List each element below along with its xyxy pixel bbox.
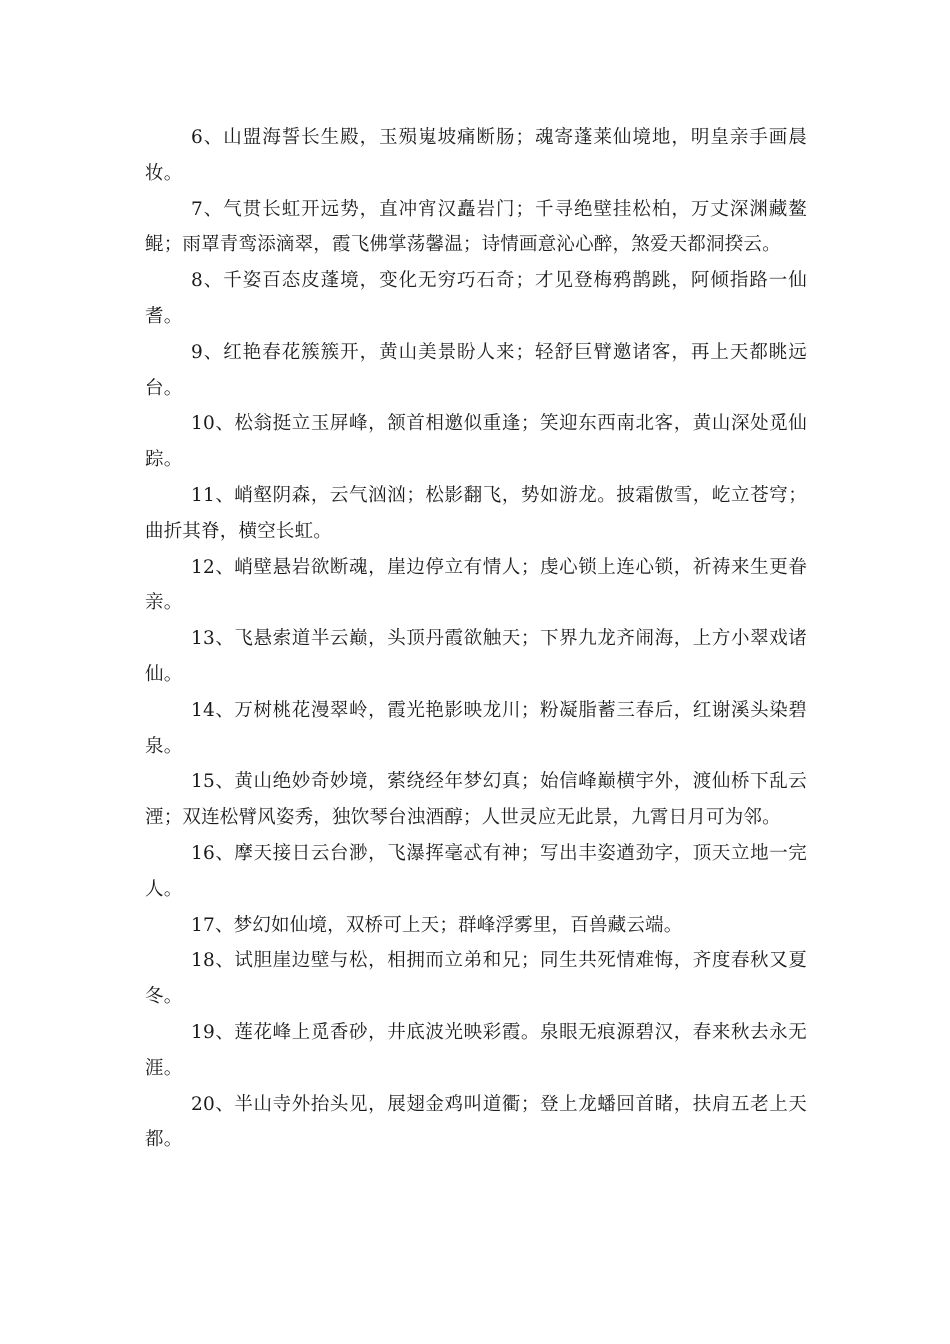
poem-paragraph-17: 17、梦幻如仙境，双桥可上天；群峰浮雾里，百兽藏云端。 [191,914,683,936]
poem-list [145,120,807,1158]
poem-paragraph-6: 6、山盟海誓长生殿，玉殒嵬坡痛断肠；魂寄蓬莱仙境地，明皇亲手画晨妆。 [145,127,807,184]
poem-paragraph-15: 15、黄山绝妙奇妙境，萦绕经年梦幻真；始信峰巅横宇外，渡仙桥下乱云湮；双连松臂风姿秀，独饮琴台浊酒醇；人世灵应无此景，九霄日月可为邻。 [145,771,807,829]
poem-paragraph-13: 13、飞悬索道半云巅，头顶丹霞欲触天；下界九龙齐闹海，上方小翠戏诸仙。 [145,628,807,685]
poem-paragraph-10: 10、松翁挺立玉屏峰，颔首相邀似重逢；笑迎东西南北客，黄山深处觅仙踪。 [145,413,807,471]
poem-paragraph-11: 11、峭壑阴森，云气汹汹；松影翻飞，势如游龙。披霜傲雪，屹立苍穹；曲折其脊，横空长虹。 [145,484,807,542]
poem-paragraph-8: 8、千姿百态皮蓬境，变化无穷巧石奇；才见登梅鸦鹊跳，阿倾指路一仙耆。 [145,270,807,327]
poem-paragraph-20: 20、半山寺外抬头见，展翅金鸡叫道衢；登上龙蟠回首睹，扶肩五老上天都。 [145,1093,807,1151]
poem-paragraph-18: 18、试胆崖边壁与松，相拥而立弟和兄；同生共死情难悔，齐度春秋又夏冬。 [145,950,807,1008]
poem-paragraph-19: 19、莲花峰上觅香砂，井底波光映彩霞。泉眼无痕源碧汉，春来秋去永无涯。 [145,1021,807,1079]
poem-paragraph-12: 12、峭壁悬岩欲断魂，崖边停立有情人；虔心锁上连心锁，祈祷来生更眷亲。 [145,556,807,614]
poem-paragraph-14: 14、万树桃花漫翠岭，霞光艳影映龙川；粉凝脂蓄三春后，红谢溪头染碧泉。 [145,699,807,757]
poem-paragraph-7: 7、气贯长虹开远势，直冲宵汉矗岩门；千寻绝壁挂松柏，万丈深渊藏鳌鲲；雨罩青鸾添滴翠，霞飞佛掌荡馨温；诗情画意沁心醉，煞爱天都洞揆云。 [145,198,807,256]
poem-paragraph-16: 16、摩天接日云台渺，飞瀑挥毫忒有神；写出丰姿遒劲字，顶天立地一完人。 [145,842,807,900]
poem-paragraph-9: 9、红艳春花簇簇开，黄山美景盼人来；轻舒巨臂邀诸客，再上天都眺远台。 [145,341,807,399]
